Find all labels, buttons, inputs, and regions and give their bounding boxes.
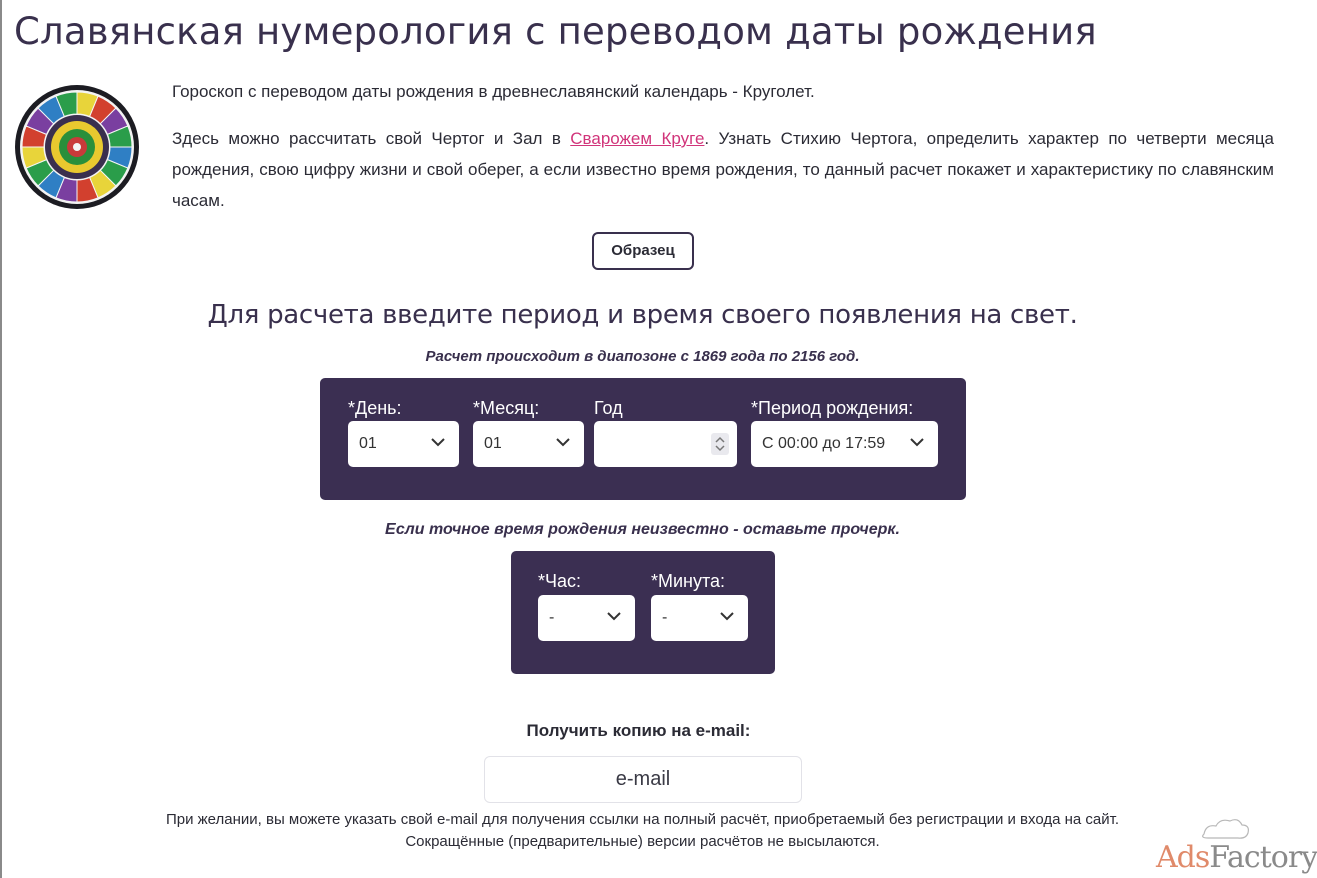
page-left-border	[0, 0, 2, 878]
minute-select-value: -	[662, 609, 668, 626]
period-select-value: С 00:00 до 17:59	[762, 435, 886, 452]
spinner-arrows-icon	[711, 433, 729, 455]
watermark-factory: Factory	[1209, 840, 1317, 875]
birth-date-panel	[320, 378, 966, 500]
email-input[interactable]	[484, 756, 802, 803]
minute-label: *Минута:	[651, 571, 726, 591]
form-heading: Для расчета введите период и время своего появления на свет.	[207, 300, 1078, 330]
day-label: *День:	[348, 398, 402, 418]
chevron-down-icon	[910, 438, 924, 447]
svarog-circle-image	[14, 84, 140, 210]
year-label: Год	[594, 398, 623, 418]
year-input[interactable]	[594, 421, 737, 467]
intro-text: Гороскоп с переводом даты рождения в древнеславянский календарь - Круголет.	[172, 82, 815, 101]
intro-text-part2: . Узнать Стихию Чертога, определить характер по четверти месяца рождения, свою цифру жизни и свой оберег, а если известно время рождения, то данный расчет покажет и характеристику по славянским часам.	[172, 129, 1275, 210]
unknown-time-note: Если точное время рождения неизвестно - оставьте прочерк.	[385, 521, 900, 538]
range-note: Расчет происходит в диапозоне с 1869 года по 2156 год.	[425, 348, 860, 365]
chevron-down-icon	[556, 438, 570, 447]
page-title: Славянская нумерология с переводом даты рождения	[14, 10, 1097, 53]
minute-select[interactable]	[651, 595, 748, 641]
svarog-circle-link[interactable]: Сварожем Круге	[570, 129, 705, 148]
hour-select-value: -	[549, 609, 555, 626]
intro-paragraph	[172, 123, 1274, 216]
month-select[interactable]	[473, 421, 584, 467]
intro-text-part1: Здесь можно рассчитать свой Чертог и Зал в	[172, 129, 571, 148]
period-label: *Период рождения:	[751, 398, 914, 418]
chevron-down-icon	[720, 612, 734, 621]
watermark-logo	[1156, 840, 1317, 875]
chevron-down-icon	[431, 438, 445, 447]
sample-button[interactable]: Образец	[592, 232, 694, 270]
year-spinner[interactable]	[711, 433, 729, 455]
hour-select[interactable]	[538, 595, 635, 641]
birth-time-panel	[511, 551, 775, 674]
email-note-line2: Сокращённые (предварительные) версии расчётов не высылаются.	[405, 833, 880, 850]
email-note	[0, 809, 1285, 853]
chevron-down-icon	[607, 612, 621, 621]
hour-label: *Час:	[538, 571, 582, 591]
month-label: *Месяц:	[473, 398, 540, 418]
month-select-value: 01	[484, 435, 502, 452]
email-label: Получить копию на e-mail:	[526, 721, 751, 740]
watermark-ads: Ads	[1156, 840, 1210, 875]
period-select[interactable]	[751, 421, 938, 467]
email-note-line1: При желании, вы можете указать свой e-mail для получения ссылки на полный расчёт, приобретаемый без регистрации и входа на сайт.	[165, 811, 1120, 828]
day-select-value: 01	[359, 435, 377, 452]
day-select[interactable]	[348, 421, 459, 467]
